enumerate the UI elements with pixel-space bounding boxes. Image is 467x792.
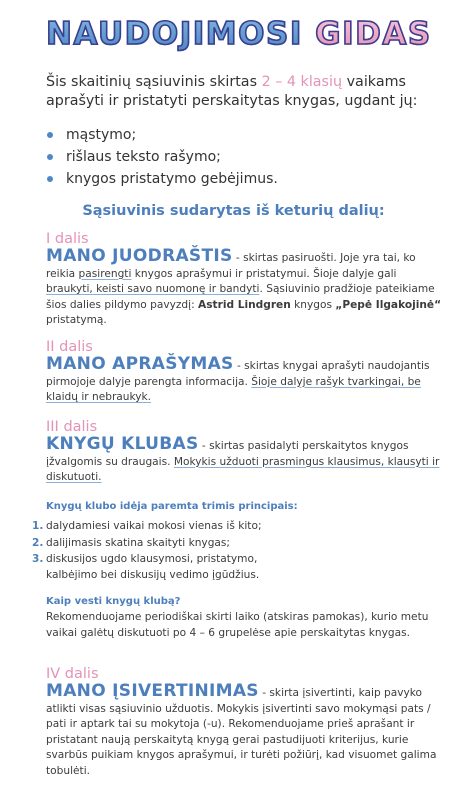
underlined-text: Mokykis užduoti prasmingus klausimus, klausyti ir diskutuoti.: [46, 455, 440, 484]
item-text: diskusijos ugdo klausymosi, pristatymo, kalbėjimo bei diskusijų vedimo įgūdžius.: [46, 553, 260, 581]
club-question: Kaip vesti knygų klubą?: [46, 596, 181, 607]
part-title: MANO APRAŠYMAS: [46, 354, 234, 374]
part-3: [46, 418, 446, 486]
title-part-2: GIDAS: [315, 16, 432, 52]
title-part-1: NAUDOJIMOSI: [46, 16, 303, 52]
author-name: Astrid Lindgren: [198, 298, 291, 311]
part-label: III dalis: [46, 419, 98, 435]
part-4: [46, 665, 446, 780]
part-description: [46, 246, 446, 329]
item-number: 2.: [32, 536, 44, 549]
list-item: mąstymo;: [46, 124, 278, 146]
text-span: - skirtas pasiruošti. Joje yra tai, ko reikia: [46, 252, 416, 280]
text-span: . Sąsiuvinio pradžioje pateikiame šios dalies pildymo pavyzdį:: [46, 283, 435, 311]
intro-text-after: vaikams aprašyti ir pristatyti perskaitytas knygas, ugdant jų:: [46, 74, 418, 109]
part-label: II dalis: [46, 339, 93, 355]
intro-grades: 2 – 4 klasių: [261, 74, 343, 90]
book-title: „Pepė Ilgakojinė“: [335, 298, 442, 311]
text-span: - skirtas knygai aprašyti naudojantis pirmojoje dalyje parengta informacija.: [46, 360, 430, 388]
part-label: I dalis: [46, 231, 89, 247]
list-item: rišlaus teksto rašymo;: [46, 146, 278, 168]
underlined-text: braukyti, keisti savo nuomonę ir bandyti: [46, 283, 260, 296]
item-number: 3.: [32, 553, 44, 566]
item-number: 1.: [32, 520, 44, 532]
section-subheading: Sąsiuvinis sudarytas iš keturių dalių:: [82, 203, 385, 219]
list-item: [32, 519, 452, 535]
item-text: dalijimasis skatina skaityti knygas;: [46, 536, 230, 549]
part-1: [46, 230, 446, 329]
page-title: [46, 14, 432, 54]
text-span: knygos aprašymui ir pristatymui. Šioje dalyje gali: [131, 267, 397, 280]
intro-text-before: Šis skaitinių sąsiuvinis skirtas: [46, 74, 262, 90]
list-item: [32, 536, 452, 552]
text-span: - skirta įsivertinti, kaip pavyko atlikti visas sąsiuvinio užduotis. Mokykis įsivertinti savo mokymąsi pats / pati ir aptark tai su mokytoja (-u). Rekomenduojame prieš aprašant ir pristatant naują perskaitytą knygą gerai pastudijuoti kriterijus, kurie svarbūs puikiam knygos aprašymui, ir turėti požiūrį, kad visuomet galima tobulėti.: [46, 687, 437, 777]
part-description: [46, 681, 446, 780]
part-description: [46, 354, 446, 406]
underlined-text: pasirengti: [78, 267, 132, 280]
list-item: knygos pristatymo gebėjimus.: [46, 168, 278, 190]
part-title: KNYGŲ KLUBAS: [46, 434, 199, 454]
text-span: - skirtas pasidalyti perskaitytos knygos įžvalgomis su draugais.: [46, 440, 409, 468]
text-span: knygos: [290, 298, 336, 311]
skills-list: [46, 124, 278, 190]
part-title: MANO ĮSIVERTINIMAS: [46, 681, 259, 701]
part-2: [46, 338, 446, 406]
underlined-text: Šioje dalyje rašyk tvarkingai, be klaidų ir nebraukyk.: [46, 375, 421, 404]
part-title: MANO JUODRAŠTIS: [46, 246, 233, 266]
list-item: [32, 552, 452, 583]
club-heading: Knygų klubo idėja paremta trimis principais:: [46, 501, 298, 512]
club-answer: Rekomenduojame periodiškai skirti laiko (atskiras pamokas), kurio metu vaikai galėtų diskutuoti po 4 – 6 grupelėse apie perskaitytas knygas.: [46, 611, 429, 639]
principles-list: [32, 519, 452, 584]
intro-paragraph: [46, 73, 446, 111]
part-label: IV dalis: [46, 666, 99, 682]
text-span: pristatymą.: [46, 314, 107, 327]
part-description: [46, 434, 446, 486]
item-text: dalydamiesi vaikai mokosi vienas iš kito;: [46, 520, 262, 532]
